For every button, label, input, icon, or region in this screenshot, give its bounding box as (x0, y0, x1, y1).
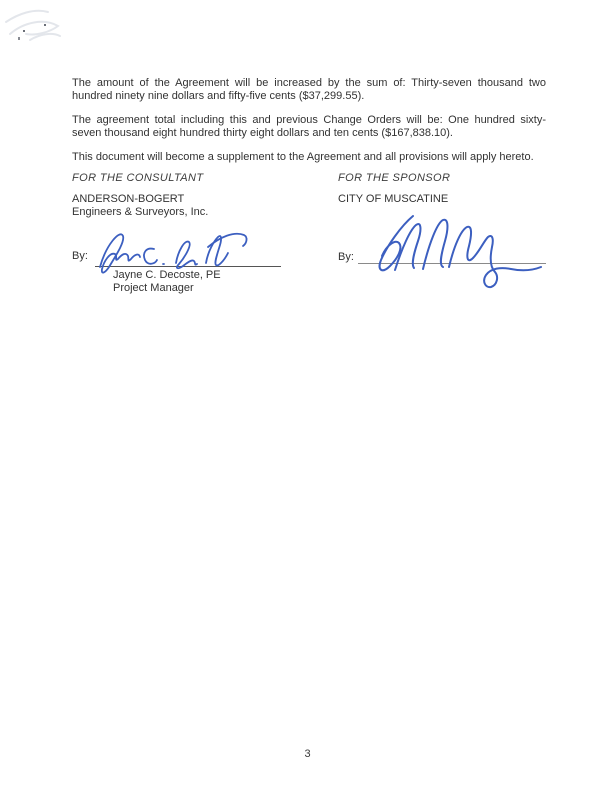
page-number: 3 (304, 748, 311, 760)
sponsor-org-name: CITY OF MUSCATINE (338, 193, 449, 205)
paragraph-line: This document will become a supplement to the Agreement and all provisions will apply hereto. (72, 151, 534, 163)
consultant-signer-title: Project Manager (113, 282, 194, 294)
paragraph-line: hundred ninety nine dollars and fifty-five cents ($37,299.55). (72, 89, 365, 102)
paragraph-line: The agreement total including this and previous Change Orders will be: One hundred sixty- (72, 114, 546, 126)
paragraph-agreement-total (72, 114, 546, 139)
consultant-heading: FOR THE CONSULTANT (72, 172, 204, 184)
scan-smudge-artifact (0, 0, 80, 65)
consultant-org-name: ANDERSON-BOGERT (72, 193, 185, 205)
consultant-org-subtitle: Engineers & Surveyors, Inc. (72, 206, 209, 218)
paragraph-line: The amount of the Agreement will be increased by the sum of: Thirty-seven thousand two (72, 77, 546, 89)
sponsor-heading: FOR THE SPONSOR (338, 172, 451, 184)
sponsor-signature (345, 210, 555, 295)
paragraph-supplement-clause (72, 151, 546, 164)
paragraph-agreement-amount (72, 77, 546, 102)
paragraph-line: seven thousand eight hundred thirty eight dollars and ten cents ($167,838.10). (72, 126, 453, 139)
sponsor-by-label: By: (338, 251, 354, 263)
consultant-by-label: By: (72, 250, 88, 262)
consultant-signer-name: Jayne C. Decoste, PE (113, 269, 221, 281)
